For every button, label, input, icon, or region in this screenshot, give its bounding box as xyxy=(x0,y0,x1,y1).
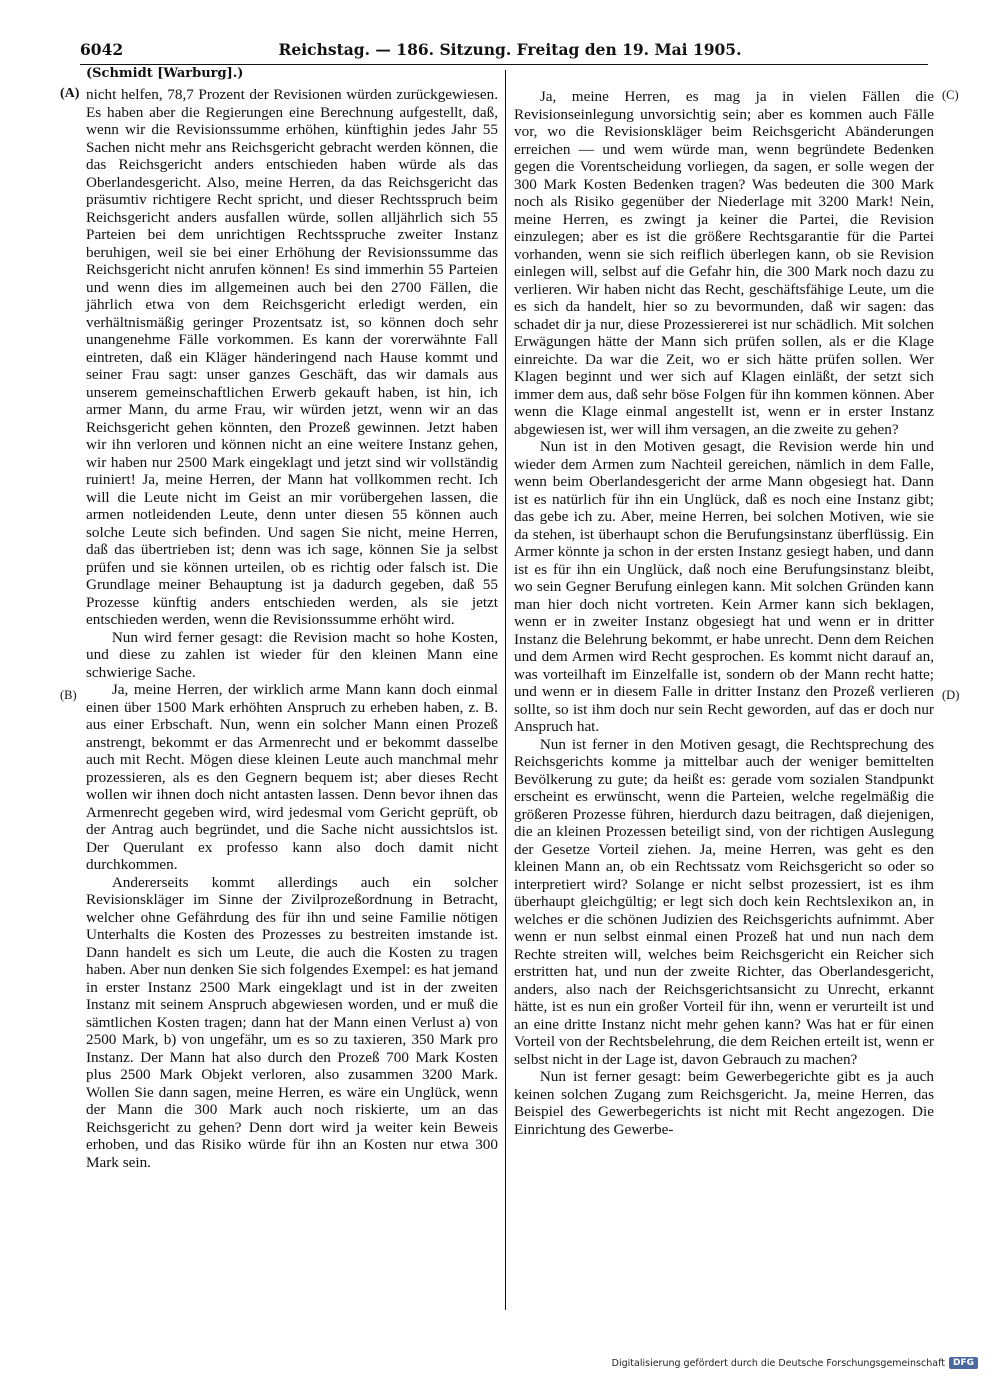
paragraph: nicht helfen, 78,7 Prozent der Revisionen würden zurückgewiesen. Es haben aber die Regierungen eine Berechnung aufgestellt, daß, wenn wir die Revisionssumme erhöhen, künftighin jedes Jahr 55 Sachen nicht mehr ans Reichsgericht gebracht werden können, die das Reichsgericht anders entschieden haben würde als das Oberlandesgericht. Also, meine Herren, da das Reichsgericht das präsumtiv richtigere Recht spricht, und dieser Rechtsspruch beim Reichsgericht anders ausfallen würde, sollen alljährlich sich 55 Parteien bei dem unrichtigen Rechtsspruche zweiter Instanz beruhigen, weil sie bei einer Erhöhung der Revisionssumme das Reichsgericht nicht anrufen können! Es sind immerhin 55 Parteien und wenn dies im allgemeinen auch bei den 2700 Fällen, die jährlich etwa von dem Reichsgericht erledigt werden, ein verhältnismäßig geringer Prozentsatz ist, so können doch sehr unangenehme Fälle vorkommen. Es kann der vorerwähnte Fall eintreten, daß ein Kläger händeringend nach Hause kommt und seiner Frau sagt: unser ganzes Geschäft, das wir damals aus unserem gemeinschaftlichen Erwerb gekauft haben, ist hin, ich armer Mann, du arme Frau, wir würden jetzt, wenn wir an das Reichsgericht gehen könnten, den Prozeß gewinnen. Jetzt haben wir ihn verloren und können nicht an eine weitere Instanz gehen, wir haben nur 2500 Mark eingeklagt und jetzt sind wir vollständig ruiniert! Ja, meine Herren, der Mann hat vollkommen recht. Ich will die Leute nicht im Geist an mir vorübergehen lassen, die armen notleidenden Leute, denn unter diesen 55 können auch solche Leute sich befinden. Und sagen Sie nicht, meine Herren, daß das übertrieben ist; denn was ich sage, können Sie ja selbst prüfen und sie können urteilen, ob es richtig oder falsch ist. Die Grundlage meiner Behauptung ist ja dadurch gegeben, daß 55 Prozesse künftig anders entschieden werden, als sie jetzt entschieden werden, wenn die Revisionssumme erhöht wird. xyxy=(86,86,498,628)
left-column xyxy=(86,86,498,1171)
speaker-label: (Schmidt [Warburg].) xyxy=(86,66,244,81)
margin-mark-d: (D) xyxy=(942,688,960,702)
paragraph: Ja, meine Herren, es mag ja in vielen Fällen die Revisionseinlegung unvorsichtig sein; aber es kommen auch Fälle vor, wo die Revisionskläger beim Reichsgericht Abänderungen erreichen — und wem würde man, wenn begründete Bedenken gegen die Vorentscheidung vorliegen, da sagen, er solle wegen der 300 Mark Kosten Bedenken tragen? Was bedeuten die 300 Mark noch als Risiko gegenüber der Niederlage mit 3200 Mark! Nein, meine Herren, es zwingt ja keiner die Partei, die Revision einzulegen; aber es ist die größere Rechtsgarantie für die Partei vorhanden, wenn sie sich reiflich überlegen kann, ob sie Revision einlegen will, selbst auf die Gefahr hin, die 300 Mark noch dazu zu verlieren. Wir haben nicht das Recht, geschäftsfähige Leute, um die es sich da handelt, hier so zu bevormunden, daß wir sagen: das schadet dir ja nur, diese Prozessiererei ist nur schädlich. Mit solchen Erwägungen hätte der Mann sich prüfen sollen, als er die Klage einreichte. Da war die Zeit, wo er sich hätte prüfen sollen. Wer Klagen beginnt und wer sich auf Klagen einläßt, der setzt sich immer dem aus, daß sehr böse Folgen für ihn kommen können. Aber wenn die Klage einmal angestellt ist, wenn er in erster Instanz abgewiesen ist, wer will ihm versagen, an die zweite zu gehen? xyxy=(514,88,934,438)
right-column xyxy=(514,88,934,1138)
column-divider xyxy=(505,70,506,1310)
margin-mark-a: (A) xyxy=(60,86,80,101)
margin-mark-c: (C) xyxy=(942,88,959,102)
footer-text: Digitalisierung gefördert durch die Deutsche Forschungsgemeinschaft xyxy=(611,1357,945,1369)
page-header xyxy=(80,38,940,64)
page-number: 6042 xyxy=(80,40,124,59)
funding-footer xyxy=(612,1357,978,1369)
page-title: Reichstag. — 186. Sitzung. Freitag den 19. Mai 1905. xyxy=(278,40,742,59)
paragraph: Nun ist in den Motiven gesagt, die Revision werde hin und wieder dem Armen zum Nachteil gereichen, nämlich in dem Falle, wenn beim Oberlandesgericht der arme Mann obgesiegt hat. Dann ist es natürlich für ihn ein Unglück, daß es noch eine Instanz gibt; das gebe ich zu. Aber, meine Herren, bei solchen Motiven, wie sie da stehen, ist überhaupt schon die Berufungsinstanz überflüssig. Ein Armer könnte ja schon in der ersten Instanz gesiegt haben, und dann ist es für ihn ein Unglück, daß noch eine Berufungsinstanz bleibt, wo sein Gegner Berufung einlegen kann. Mit solchen Gründen kann man hier doch nicht vortreten. Kein Armer kann sich beklagen, wenn er in zweiter Instanz obgesiegt hat und wenn er in dritter Instanz die Belehrung bekommt, er habe unrecht. Denn dem Reichen und dem Armen wird Recht gesprochen. Es kommt nicht darauf an, was vorteilhaft im Einzelfalle ist, sondern ob der Mann recht hatte; und wenn er in diesem Falle in dritter Instanz den Prozeß verlieren sollte, so ist ihm doch nur sein Recht geworden, auf das er doch nur Anspruch hat. xyxy=(514,438,934,735)
dfg-logo: DFG xyxy=(949,1357,978,1369)
paragraph: Nun wird ferner gesagt: die Revision macht so hohe Kosten, und diese zu zahlen ist wieder für den kleinen Mann eine schwierige Sache. xyxy=(86,628,498,681)
header-rule xyxy=(80,64,928,65)
paragraph: Andererseits kommt allerdings auch ein solcher Revisionskläger im Sinne der Zivilprozeßordnung in Betracht, welcher ohne Gefährdung des für ihn und seine Familie nötigen Unterhalts die Kosten des Prozesses zu bestreiten imstande ist. Dann handelt es sich um Leute, die auch die Kosten zu tragen haben. Aber nun denken Sie sich folgendes Exempel: es hat jemand in erster Instanz 2500 Mark eingeklagt und ist in der zweiten Instanz mit seinem Anspruch abgewiesen worden, und er muß die sämtlichen Kosten tragen; dann hat der Mann einen Verlust a) von 2500 Mark, b) von ungefähr, um es so zu taxieren, 350 Mark pro Instanz. Der Mann hat also durch den Prozeß 700 Mark Kosten plus 2500 Mark Objekt verloren, also zusammen 3200 Mark. Wollen Sie dann sagen, meine Herren, es wäre ein Unglück, wenn der Mann die 300 Mark auch noch riskierte, um an das Reichsgericht zu gehen? Denn dort wird ja weiter kein Beweis erhoben, und das Risiko würde für ihn an Kosten nur etwa 300 Mark sein. xyxy=(86,873,498,1171)
paragraph: Nun ist ferner gesagt: beim Gewerbegerichte gibt es ja auch keinen solchen Zugang zum Reichsgericht. Ja, meine Herren, das Beispiel des Gewerbegerichts ist nicht mit Recht angezogen. Die Einrichtung des Gewerbe- xyxy=(514,1068,934,1138)
margin-mark-b: (B) xyxy=(60,688,77,702)
paragraph: Nun ist ferner in den Motiven gesagt, die Rechtsprechung des Reichsgerichts komme ja mittelbar auch der weniger bemittelten Bevölkerung zu gute; da heißt es: gerade vom sozialen Standpunkt erscheint es erwünscht, wenn die Parteien, welche regelmäßig die größeren Prozesse führen, hierdurch dazu beitragen, daß diejenigen, die an kleinen Prozessen beteiligt sind, von der richtigen Auslegung der Gesetze Vorteil ziehen. Ja, meine Herren, was geht es den kleinen Mann an, ob ein Rechtssatz vom Reichsgericht so oder so interpretiert wird? Solange er nicht selbst prozessiert, ist es ihm überhaupt gleichgültig; er legt sich doch kein Rechtslexikon an, in welches er die schönen Judizien des Reichsgerichts aufnimmt. Aber wenn er nun selbst einmal einen Prozeß hat und nun nach dem Rechte streiten will, welches beim Reichsgericht ein Reicher sich erstritten hat, und nun der zweite Richter, das Oberlandesgericht, anders, also nach der Reichsgerichtsansicht zu Unrecht, erkannt hätte, ist es nun ein großer Vorteil für ihn, wenn er verurteilt ist und an eine dritte Instanz nicht mehr gehen kann? Was hat er für einen Vorteil von der Rechtsbelehrung, die dem Reichen erteilt ist, wenn er selbst nicht in der Lage ist, davon Gebrauch zu machen? xyxy=(514,735,934,1068)
paragraph: Ja, meine Herren, der wirklich arme Mann kann doch einmal einen über 1500 Mark erhöhten Anspruch zu erheben haben, z. B. aus einer Erbschaft. Nun, wenn ein solcher Mann einen Prozeß anstrengt, bekommt er das Armenrecht und er bekommt dasselbe auch mit Recht. Mögen diese kleinen Leute auch manchmal mehr prozessieren, als es den Gegnern bequem ist; aber dieses Recht wollen wir ihnen doch nicht antasten lassen. Denn bevor ihnen das Armenrecht gegeben wird, wird jedesmal vom Gericht geprüft, ob der Antrag auch begründet, und die Sache nicht aussichtslos ist. Der Querulant ex professo kann also doch damit nicht durchkommen. xyxy=(86,681,498,873)
